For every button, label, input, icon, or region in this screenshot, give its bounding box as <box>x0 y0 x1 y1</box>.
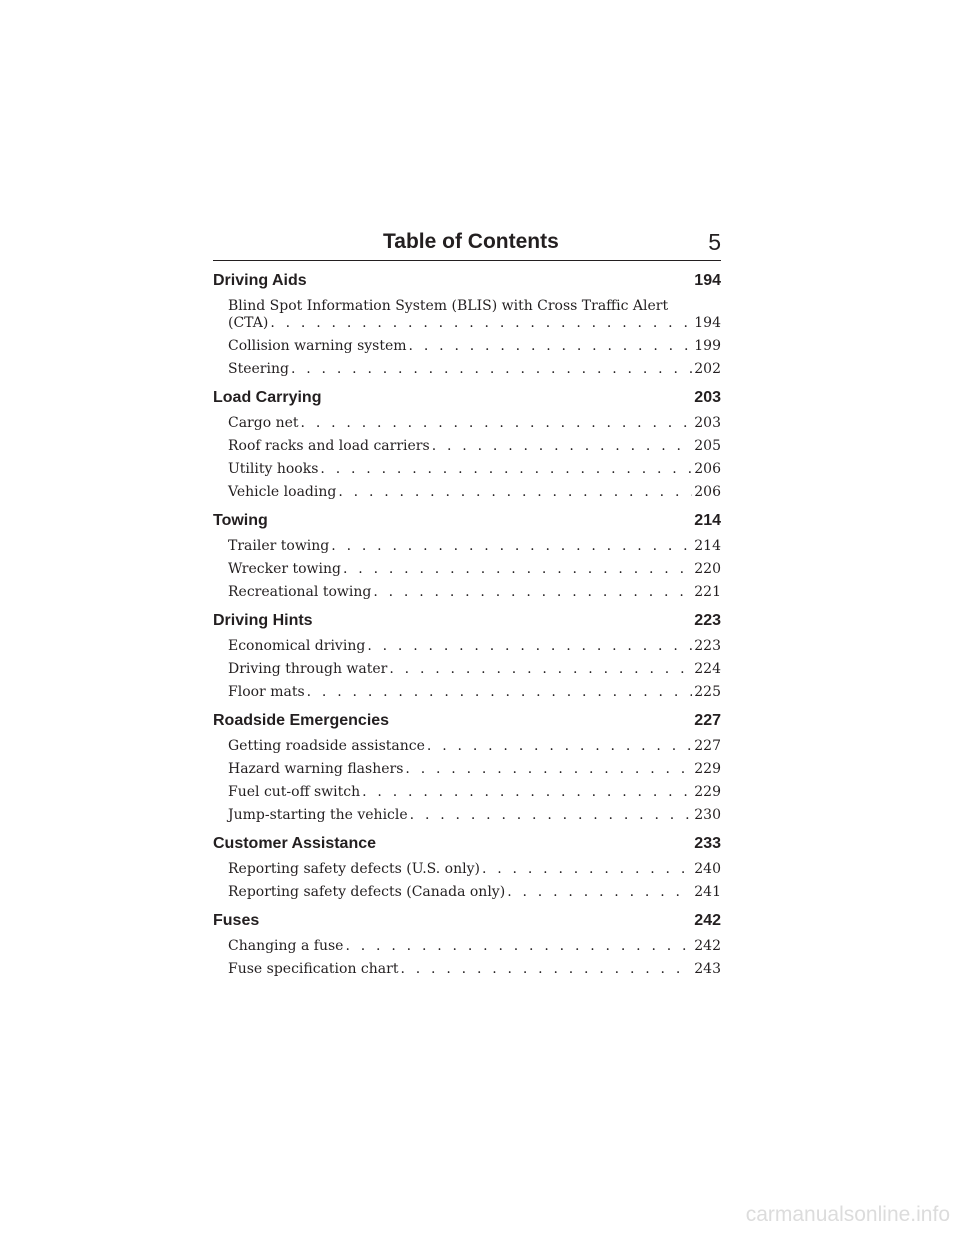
dot-leader <box>432 438 693 455</box>
toc-entry[interactable] <box>213 298 721 332</box>
section-page-number: 214 <box>694 512 721 529</box>
dot-leader <box>270 315 692 332</box>
page-header <box>213 228 721 261</box>
toc-entry[interactable] <box>213 638 721 655</box>
toc-section <box>213 910 721 978</box>
dot-leader <box>338 484 692 501</box>
dot-leader <box>301 415 693 432</box>
entry-page-number: 230 <box>694 807 721 823</box>
dot-leader <box>373 584 692 601</box>
dot-leader <box>307 684 693 701</box>
entry-page-number: 206 <box>694 484 721 500</box>
section-heading[interactable] <box>213 387 721 409</box>
toc-entry[interactable] <box>213 961 721 978</box>
dot-leader <box>427 738 692 755</box>
entry-title: Hazard warning flashers <box>228 761 404 777</box>
entry-title: Changing a fuse <box>228 938 344 954</box>
toc-entry[interactable] <box>213 461 721 478</box>
watermark: carmanualsonline.info <box>745 1203 950 1226</box>
entry-page-number: 206 <box>694 461 721 477</box>
dot-leader <box>291 361 692 378</box>
entry-title: Utility hooks <box>228 461 319 477</box>
toc-entry[interactable] <box>213 538 721 555</box>
section-page-number: 223 <box>694 612 721 629</box>
entry-page-number: 227 <box>694 738 721 754</box>
entry-title: Steering <box>228 361 289 377</box>
dot-leader <box>367 638 692 655</box>
entry-title: Jump-starting the vehicle <box>228 807 408 823</box>
entry-title: Blind Spot Information System (BLIS) with Cross Traffic Alert <box>228 298 669 314</box>
entry-title: (CTA) <box>228 315 269 331</box>
toc-section <box>213 387 721 501</box>
toc-entry[interactable] <box>213 738 721 755</box>
entry-title: Economical driving <box>228 638 366 654</box>
entry-title: Trailer towing <box>228 538 330 554</box>
toc-page <box>213 228 721 987</box>
page-title: Table of Contents <box>383 230 559 253</box>
section-page-number: 233 <box>694 835 721 852</box>
entry-page-number: 229 <box>694 784 721 800</box>
dot-leader <box>331 538 692 555</box>
entry-page-number: 240 <box>694 861 721 877</box>
entry-page-number: 223 <box>694 638 721 654</box>
section-page-number: 242 <box>694 912 721 929</box>
entry-page-number: 203 <box>694 415 721 431</box>
section-title: Load Carrying <box>213 389 322 406</box>
toc-entry[interactable] <box>213 684 721 701</box>
dot-leader <box>405 761 692 778</box>
section-page-number: 194 <box>694 272 721 289</box>
toc-section <box>213 270 721 378</box>
toc-entry[interactable] <box>213 661 721 678</box>
toc-entry[interactable] <box>213 361 721 378</box>
entry-page-number: 214 <box>694 538 721 554</box>
entry-title: Recreational towing <box>228 584 372 600</box>
entry-page-number: 205 <box>694 438 721 454</box>
entry-title: Reporting safety defects (Canada only) <box>228 884 506 900</box>
section-page-number: 203 <box>694 389 721 406</box>
entry-title: Wrecker towing <box>228 561 341 577</box>
section-heading[interactable] <box>213 510 721 532</box>
toc-entry[interactable] <box>213 484 721 501</box>
dot-leader <box>507 884 692 901</box>
entry-title: Roof racks and load carriers <box>228 438 430 454</box>
section-title: Customer Assistance <box>213 835 377 852</box>
toc-entry[interactable] <box>213 884 721 901</box>
entry-page-number: 224 <box>694 661 721 677</box>
page-number: 5 <box>708 229 721 255</box>
entry-title: Cargo net <box>228 415 299 431</box>
entry-title: Driving through water <box>228 661 388 677</box>
dot-leader <box>362 784 692 801</box>
entry-title: Fuel cut-off switch <box>228 784 361 800</box>
section-title: Towing <box>213 512 268 529</box>
entry-title: Collision warning system <box>228 338 407 354</box>
section-title: Fuses <box>213 912 260 929</box>
entry-title: Floor mats <box>228 684 305 700</box>
section-title: Driving Hints <box>213 612 313 629</box>
entry-page-number: 225 <box>694 684 721 700</box>
entry-title: Vehicle loading <box>228 484 337 500</box>
toc-entry[interactable] <box>213 861 721 878</box>
toc-entry[interactable] <box>213 784 721 801</box>
entry-title: Fuse specification chart <box>228 961 399 977</box>
section-title: Roadside Emergencies <box>213 712 390 729</box>
toc-entry[interactable] <box>213 807 721 824</box>
entry-page-number: 220 <box>694 561 721 577</box>
toc-entry[interactable] <box>213 438 721 455</box>
section-heading[interactable] <box>213 710 721 732</box>
section-heading[interactable] <box>213 610 721 632</box>
toc-entry[interactable] <box>213 338 721 355</box>
dot-leader <box>400 961 692 978</box>
entry-page-number: 199 <box>694 338 721 354</box>
section-title: Driving Aids <box>213 272 307 289</box>
toc-entry[interactable] <box>213 415 721 432</box>
section-heading[interactable] <box>213 833 721 855</box>
toc-entry[interactable] <box>213 938 721 955</box>
toc-section <box>213 710 721 824</box>
entry-page-number: 229 <box>694 761 721 777</box>
toc-list <box>213 270 721 978</box>
dot-leader <box>389 661 692 678</box>
dot-leader <box>409 338 693 355</box>
entry-page-number: 202 <box>694 361 721 377</box>
entry-title: Reporting safety defects (U.S. only) <box>228 861 480 877</box>
entry-page-number: 241 <box>694 884 721 900</box>
toc-entry[interactable] <box>213 584 721 601</box>
section-heading[interactable] <box>213 910 721 932</box>
section-page-number: 227 <box>694 712 721 729</box>
dot-leader <box>343 561 692 578</box>
dot-leader <box>482 861 692 878</box>
toc-section <box>213 510 721 601</box>
entry-page-number: 194 <box>694 315 721 331</box>
toc-entry[interactable] <box>213 761 721 778</box>
entry-page-number: 221 <box>694 584 721 600</box>
dot-leader <box>410 807 693 824</box>
dot-leader <box>320 461 692 478</box>
section-heading[interactable] <box>213 270 721 292</box>
dot-leader <box>345 938 692 955</box>
toc-section <box>213 610 721 701</box>
toc-entry[interactable] <box>213 561 721 578</box>
entry-page-number: 242 <box>694 938 721 954</box>
entry-page-number: 243 <box>694 961 721 977</box>
toc-section <box>213 833 721 901</box>
entry-title: Getting roadside assistance <box>228 738 425 754</box>
